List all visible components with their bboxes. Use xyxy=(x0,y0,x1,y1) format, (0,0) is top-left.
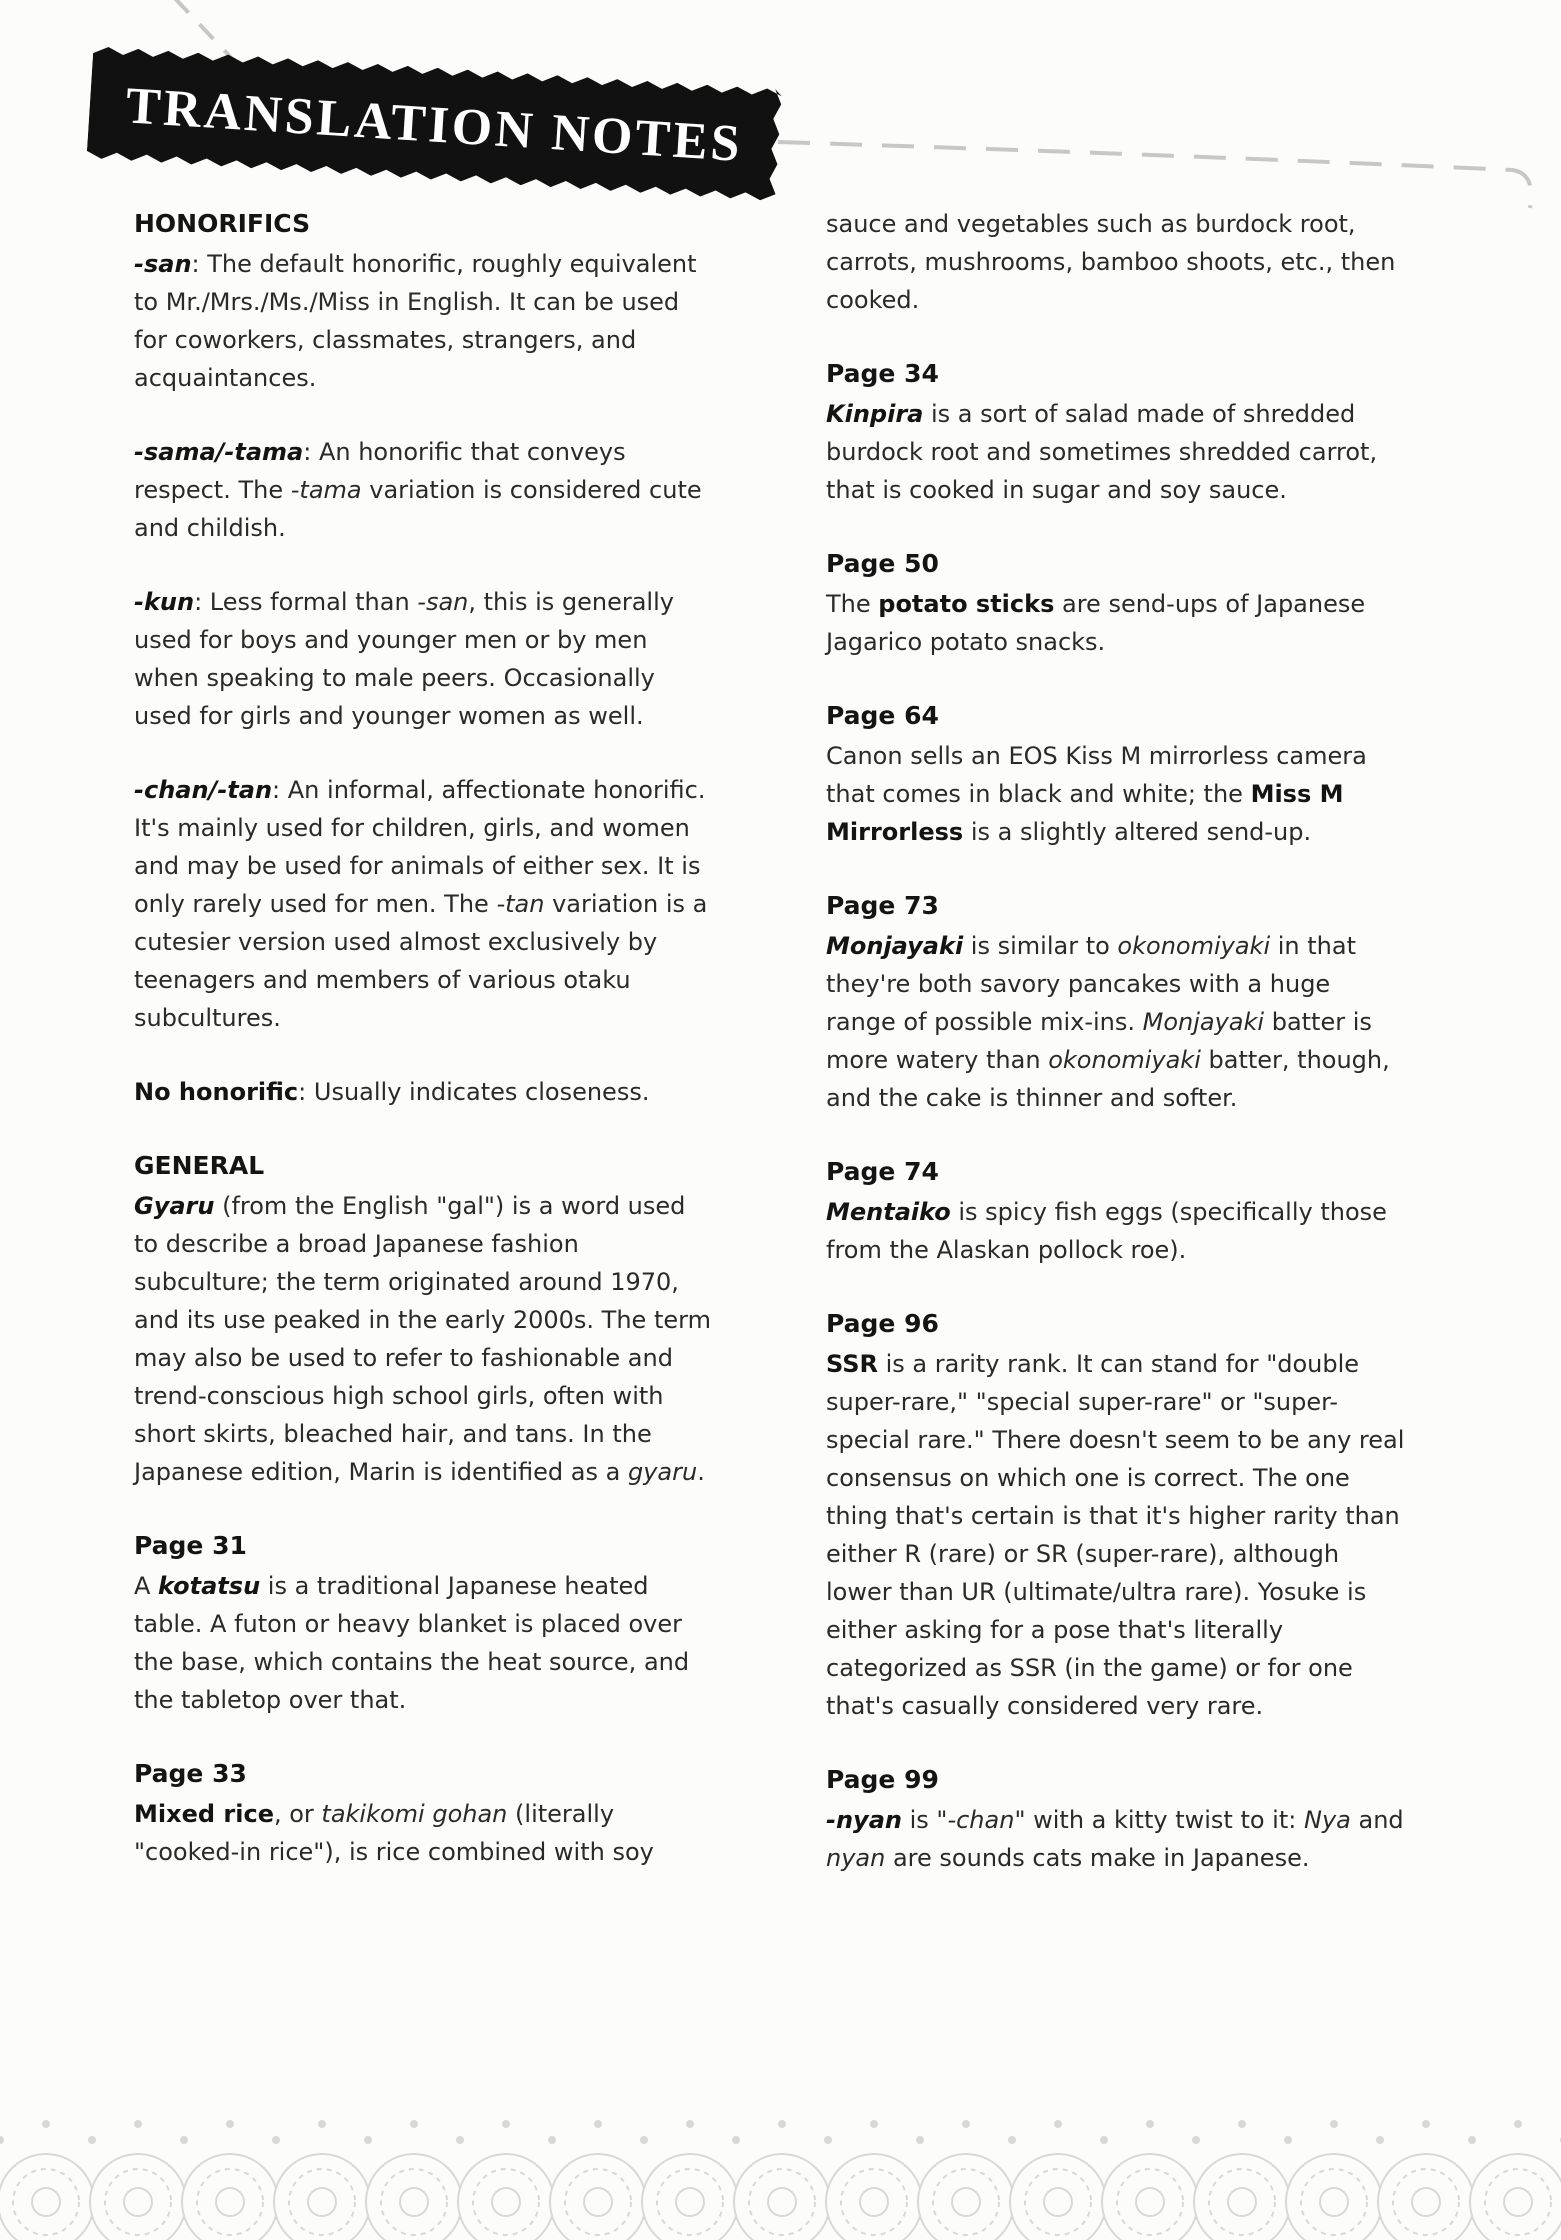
section-heading: Page 33 xyxy=(134,1759,247,1788)
term: -nyan xyxy=(826,1806,902,1834)
text-run: is a rarity rank. It can stand for "double super-rare," "special super-rare" or "super-special rare." There doesn't seem to be any real consensus on which one is correct. The one thing that's certain is that it's higher rarity than either R (rare) or SR (super-rare), although lower than UR (ultimate/ultra rare). Yosuke is either asking for a pose that's literally categorized as SSR (in the game) or for one that's casually considered very rare. xyxy=(826,1350,1405,1720)
note-paragraph xyxy=(826,395,1406,509)
section-heading: HONORIFICS xyxy=(134,209,311,238)
note-paragraph xyxy=(826,1345,1406,1725)
note-paragraph xyxy=(134,433,714,547)
note-paragraph xyxy=(134,245,714,397)
section-heading: Page 96 xyxy=(826,1309,939,1338)
text-run: batter, though, and the cake is thinner and softer. xyxy=(826,1046,1390,1112)
text-run: " with a kitty twist to it: xyxy=(1014,1806,1304,1834)
note-paragraph xyxy=(826,1801,1406,1877)
text-run: is a sort of salad made of shredded burdock root and sometimes shredded carrot, that is cooked in sugar and soy sauce. xyxy=(826,400,1378,504)
note-paragraph xyxy=(134,771,714,1037)
note-paragraph xyxy=(134,1187,714,1491)
text-run: : Less formal than xyxy=(194,588,418,616)
section-heading: Page 64 xyxy=(826,701,939,730)
text-run: in that they're both savory pancakes with a huge range of possible mix-ins. xyxy=(826,932,1356,1036)
text-run: : An honorific that conveys respect. The xyxy=(134,438,626,504)
text-run: is a traditional Japanese heated table. A futon or heavy blanket is placed over the base, which contains the heat source, and the tabletop over that. xyxy=(134,1572,690,1714)
dashed-line-right xyxy=(778,142,1531,208)
term: okonomiyaki xyxy=(1048,1046,1201,1074)
section-heading: GENERAL xyxy=(134,1151,265,1180)
term: No honorific xyxy=(134,1078,299,1106)
note-paragraph xyxy=(134,583,714,735)
text-run: variation is a cutesier version used almost exclusively by teenagers and members of various otaku subcultures. xyxy=(134,890,708,1032)
text-run: batter is more watery than xyxy=(826,1008,1372,1074)
term: Monjayaki xyxy=(1142,1008,1265,1036)
text-run: is a slightly altered send-up. xyxy=(963,818,1312,846)
note-paragraph xyxy=(826,585,1406,661)
section-heading: Page 99 xyxy=(826,1765,939,1794)
section-heading: Page 74 xyxy=(826,1157,939,1186)
text-run: (from the English "gal") is a word used to describe a broad Japanese fashion subculture; the term originated around 1970, and its use peaked in the early 2000s. The term may also be used to refer to fashionable and trend-conscious high school girls, often with short skirts, bleached hair, and tans. In the Japanese edition, Marin is identified as a xyxy=(134,1192,711,1486)
term: kotatsu xyxy=(158,1572,261,1600)
text-run: , or xyxy=(273,1800,322,1828)
term: potato sticks xyxy=(878,590,1055,618)
term: okonomiyaki xyxy=(1117,932,1271,960)
term: takikomi gohan xyxy=(321,1800,508,1828)
text-run: and xyxy=(1350,1806,1404,1834)
note-paragraph xyxy=(826,205,1406,319)
title-banner xyxy=(86,46,782,201)
term: Gyaru xyxy=(134,1192,215,1220)
term: Mixed rice xyxy=(134,1800,274,1828)
banner-title: TRANSLATION NOTES xyxy=(124,77,745,174)
section-heading: Page 31 xyxy=(134,1531,247,1560)
note-paragraph xyxy=(134,1567,714,1719)
term: -sama/-tama xyxy=(134,438,304,466)
term: -kun xyxy=(134,588,195,616)
term: -san xyxy=(134,250,192,278)
text-run: : The default honorific, roughly equivalent to Mr./Mrs./Ms./Miss in English. It can be used for coworkers, classmates, strangers, and acquaintances. xyxy=(134,250,697,392)
note-paragraph xyxy=(826,927,1406,1117)
text-run: is " xyxy=(901,1806,948,1834)
text-run: Canon sells an EOS Kiss M mirrorless camera that comes in black and white; the xyxy=(826,742,1367,808)
term: nyan xyxy=(826,1844,886,1872)
term: Monjayaki xyxy=(826,932,964,960)
text-run: . xyxy=(697,1458,705,1486)
section-heading: Page 50 xyxy=(826,549,939,578)
text-run: sauce and vegetables such as burdock root, carrots, mushrooms, bamboo shoots, etc., then cooked. xyxy=(826,210,1396,314)
text-run: is spicy fish eggs (specifically those from the Alaskan pollock roe). xyxy=(826,1198,1387,1264)
text-run: are send-ups of Japanese Jagarico potato snacks. xyxy=(826,590,1366,656)
note-paragraph xyxy=(134,1073,714,1111)
text-run: The xyxy=(826,590,879,618)
text-run: are sounds cats make in Japanese. xyxy=(885,1844,1310,1872)
text-run: is similar to xyxy=(963,932,1118,960)
text-run: (literally "cooked-in rice"), is rice combined with soy xyxy=(134,1800,654,1866)
lace-border xyxy=(0,2100,1561,2240)
term: gyaru xyxy=(627,1458,698,1486)
term: Nya xyxy=(1303,1806,1351,1834)
section-heading: Page 73 xyxy=(826,891,939,920)
note-paragraph xyxy=(826,1193,1406,1269)
notes-column xyxy=(134,205,714,1877)
section-heading: Page 34 xyxy=(826,359,939,388)
text-run: : An informal, affectionate honorific. It's mainly used for children, girls, and women and may be used for animals of either sex. It is only rarely used for men. The xyxy=(134,776,706,918)
term: -tan xyxy=(496,890,545,918)
term: Kinpira xyxy=(826,400,924,428)
term: -san xyxy=(417,588,469,616)
note-paragraph xyxy=(134,1795,714,1871)
text-run: , this is generally used for boys and younger men or by men when speaking to male peers. Occasionally used for girls and younger women as well. xyxy=(134,588,674,730)
notes-column xyxy=(826,205,1406,1877)
term: Miss M Mirrorless xyxy=(826,780,1344,846)
term: -chan xyxy=(947,1806,1015,1834)
note-paragraph xyxy=(826,737,1406,851)
text-run: : Usually indicates closeness. xyxy=(298,1078,650,1106)
term: Mentaiko xyxy=(826,1198,951,1226)
term: SSR xyxy=(826,1350,878,1378)
text-run: variation is considered cute and childish. xyxy=(134,476,702,542)
term: -tama xyxy=(290,476,362,504)
text-run: A xyxy=(134,1572,159,1600)
notes-content xyxy=(134,205,1424,1877)
term: -chan/-tan xyxy=(134,776,273,804)
